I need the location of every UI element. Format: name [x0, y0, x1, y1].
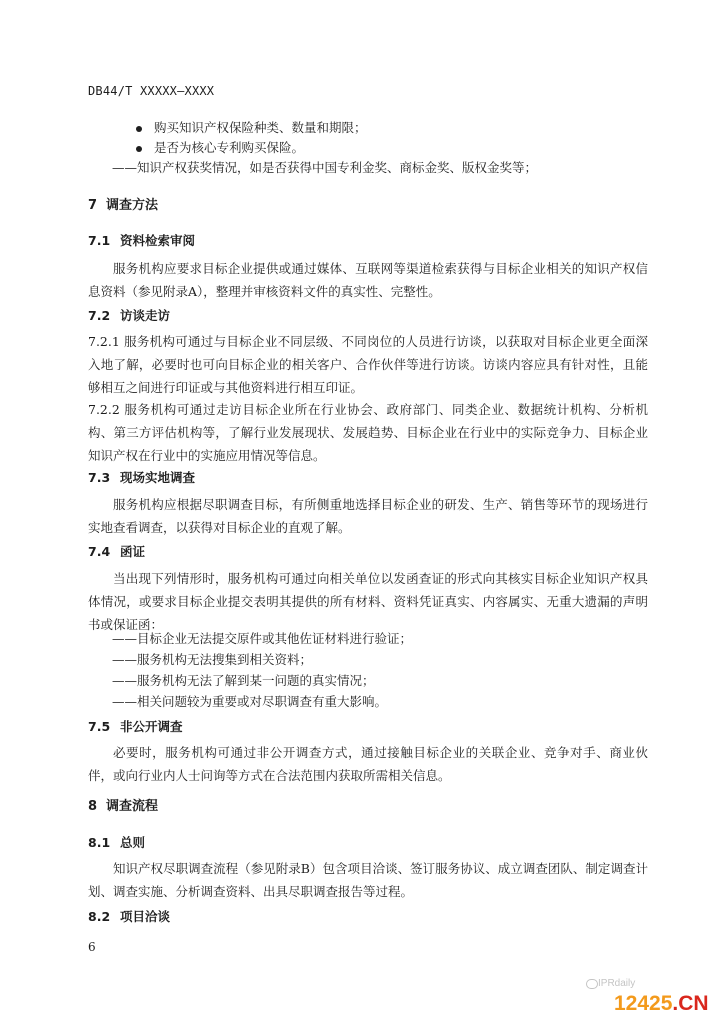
section-7-3-body: 服务机构应根据尽职调查目标，有所侧重地选择目标企业的研发、生产、销售等环节的现场进行实地查看调查，以获得对目标企业的直观了解。 [88, 497, 648, 535]
section-8-2-heading [88, 907, 170, 925]
section-7-4-heading [88, 542, 145, 560]
bullet-item-core-patent: 是否为核心专利购买保险。 [154, 140, 305, 155]
section-number: 7.5 [88, 719, 111, 734]
site-logo [614, 992, 709, 1016]
section-number: 7 [88, 198, 98, 213]
section-title: 调查方法 [106, 198, 159, 213]
list-item: ——服务机构无法搜集到相关资料； [112, 652, 313, 667]
clause-7-2-2: 7.2.2 服务机构可通过走访目标企业所在行业协会、政府部门、同类企业、数据统计机构、分析机构、第三方评估机构等，了解行业发展现状、发展趋势、目标企业在行业中的实际竞争力、目标企业知识产权在行业中的实施应用情况等信息。 [88, 402, 648, 463]
section-8-1-heading [88, 833, 145, 851]
section-title: 现场实地调查 [120, 470, 196, 485]
section-number: 8.1 [88, 835, 111, 850]
section-number: 8 [88, 799, 98, 814]
section-title: 项目洽谈 [120, 909, 171, 924]
bullet-dot-icon [136, 146, 142, 152]
section-8-heading [88, 795, 158, 814]
wechat-icon [586, 979, 598, 989]
section-8-1-body: 知识产权尽职调查流程（参见附录B）包含项目洽谈、签订服务协议、成立调查团队、制定调查计划、调查实施、分析调查资料、出具尽职调查报告等过程。 [88, 861, 648, 899]
section-7-1-body: 服务机构应要求目标企业提供或通过媒体、互联网等渠道检索获得与目标企业相关的知识产权信息资料（参见附录A），整理并审核资料文件的真实性、完整性。 [88, 261, 648, 299]
bullet-dot-icon [136, 126, 142, 132]
section-7-2-heading [88, 306, 170, 324]
section-title: 访谈走访 [120, 308, 171, 323]
section-number: 7.1 [88, 233, 111, 248]
section-7-5-heading [88, 717, 183, 735]
section-title: 调查流程 [106, 799, 159, 814]
section-number: 7.4 [88, 544, 111, 559]
section-7-heading [88, 194, 158, 213]
section-title: 资料检索审阅 [120, 233, 196, 248]
section-number: 7.3 [88, 470, 111, 485]
clause-7-2-1: 7.2.1 服务机构可通过与目标企业不同层级、不同岗位的人员进行访谈，以获取对目标企业更全面深入地了解，必要时也可向目标企业的相关客户、合作伙伴等进行访谈。访谈内容应具有针对性，且能够相互之间进行印证或与其他资料进行相互印证。 [88, 334, 648, 395]
section-7-5-body: 必要时，服务机构可通过非公开调查方式，通过接触目标企业的关联企业、竞争对手、商业伙伴，或向行业内人士问询等方式在合法范围内获取所需相关信息。 [88, 745, 648, 783]
document-code: DB44/T XXXXX—XXXX [88, 84, 215, 98]
watermark-text: IPRdaily [598, 978, 636, 989]
section-7-1-heading [88, 231, 195, 249]
section-7-4-body: 当出现下列情形时，服务机构可通过向相关单位以发函查证的形式向其核实目标企业知识产权具体情况，或要求目标企业提交表明其提供的所有材料、资料凭证真实、内容属实、无重大遗漏的声明书或保证函： [88, 571, 648, 632]
list-item: ——服务机构无法了解到某一问题的真实情况； [112, 673, 375, 688]
site-logo-domain: .CN [672, 992, 709, 1015]
bullet-item-insurance-type: 购买知识产权保险种类、数量和期限； [154, 120, 367, 135]
section-number: 8.2 [88, 909, 111, 924]
section-title: 总则 [120, 835, 146, 850]
section-7-3-heading [88, 468, 195, 486]
section-title: 函证 [120, 544, 146, 559]
list-item: ——目标企业无法提交原件或其他佐证材料进行验证； [112, 631, 413, 646]
section-title: 非公开调查 [120, 719, 183, 734]
site-logo-number: 12425 [614, 992, 673, 1015]
dash-item-awards: ——知识产权获奖情况，如是否获得中国专利金奖、商标金奖、版权金奖等； [112, 160, 538, 175]
section-number: 7.2 [88, 308, 111, 323]
list-item: ——相关问题较为重要或对尽职调查有重大影响。 [112, 694, 388, 709]
page-number: 6 [88, 940, 96, 954]
